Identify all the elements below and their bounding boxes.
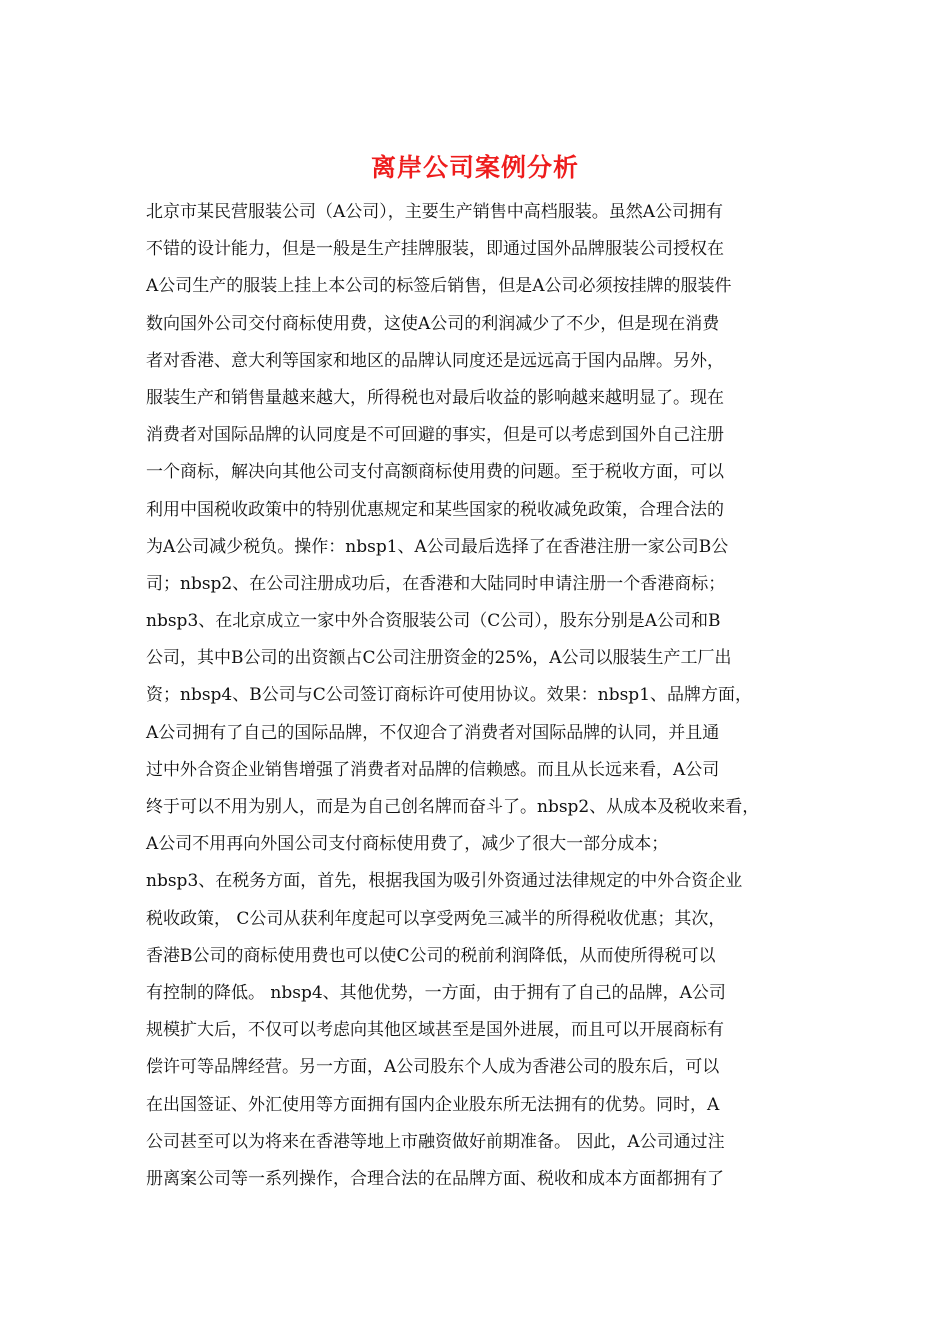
body-text-line: 终于可以不用为别人，而是为自己创名牌而奋斗了。nbsp2、从成本及税收来看， xyxy=(146,797,760,817)
document-title: 离岸公司案例分析 xyxy=(370,153,579,182)
body-text-line: 消费者对国际品牌的认同度是不可回避的事实，但是可以考虑到国外自己注册 xyxy=(146,425,724,446)
body-text-line: 利用中国税收政策中的特别优惠规定和某些国家的税收减免政策，合理合法的 xyxy=(146,499,724,520)
body-text-line: 册离案公司等一系列操作，合理合法的在品牌方面、税收和成本方面都拥有了 xyxy=(146,1168,724,1189)
body-text-line: 一个商标，解决向其他公司支付高额商标使用费的问题。至于税收方面，可以 xyxy=(146,462,724,483)
body-text-line: 北京市某民营服装公司（A公司），主要生产销售中高档服装。虽然A公司拥有 xyxy=(146,202,724,222)
body-text-line: 过中外合资企业销售增强了消费者对品牌的信赖感。而且从长远来看，A公司 xyxy=(146,759,720,780)
body-text-line: A公司生产的服装上挂上本公司的标签后销售，但是A公司必须按挂牌的服装件 xyxy=(146,276,732,297)
body-text-line: nbsp3、在北京成立一家中外合资服装公司（C公司），股东分别是A公司和B xyxy=(146,611,721,632)
body-text-line: 者对香港、意大利等国家和地区的品牌认同度还是远远高于国内品牌。另外， xyxy=(146,350,724,371)
body-text-line: 偿许可等品牌经营。另一方面，A公司股东个人成为香港公司的股东后，可以 xyxy=(146,1057,720,1078)
document-body xyxy=(146,194,826,1198)
body-text-line: 公司甚至可以为将来在香港等地上市融资做好前期准备。 因此，A公司通过注 xyxy=(146,1131,725,1152)
body-text-line: 公司，其中B公司的出资额占C公司注册资金的25%，A公司以服装生产工厂出 xyxy=(146,648,732,669)
body-text-line: 税收政策， C公司从获利年度起可以享受两免三减半的所得税收优惠；其次， xyxy=(146,908,726,929)
body-text-line: 不错的设计能力，但是一般是生产挂牌服装，即通过国外品牌服装公司授权在 xyxy=(146,239,724,260)
body-text-line: 香港B公司的商标使用费也可以使C公司的税前利润降低，从而使所得税可以 xyxy=(146,945,716,966)
body-text-line: nbsp3、在税务方面，首先，根据我国为吸引外资通过法律规定的中外合资企业 xyxy=(146,871,743,892)
body-text-line: 为A公司减少税负。操作：nbsp1、A公司最后选择了在香港注册一家公司B公 xyxy=(146,536,729,557)
body-text-line: 规模扩大后，不仅可以考虑向其他区域甚至是国外进展，而且可以开展商标有 xyxy=(146,1020,724,1041)
body-text-line: 资；nbsp4、B公司与C公司签订商标许可使用协议。效果：nbsp1、品牌方面， xyxy=(146,685,753,706)
body-text-line: 司；nbsp2、在公司注册成功后，在香港和大陆同时申请注册一个香港商标； xyxy=(146,573,726,594)
body-text-line: 服装生产和销售量越来越大，所得税也对最后收益的影响越来越明显了。现在 xyxy=(146,387,724,408)
body-text-line: 在出国签证、外汇使用等方面拥有国内企业股东所无法拥有的优势。同时，A xyxy=(146,1094,720,1115)
body-text-line: A公司拥有了自己的国际品牌，不仅迎合了消费者对国际品牌的认同，并且通 xyxy=(146,722,720,743)
body-text-line: 数向国外公司交付商标使用费，这使A公司的利润减少了不少，但是现在消费 xyxy=(146,313,720,334)
body-text-line: A公司不用再向外国公司支付商标使用费了，减少了很大一部分成本； xyxy=(146,834,669,855)
body-text-line: 有控制的降低。 nbsp4、其他优势，一方面，由于拥有了自己的品牌，A公司 xyxy=(146,982,726,1003)
